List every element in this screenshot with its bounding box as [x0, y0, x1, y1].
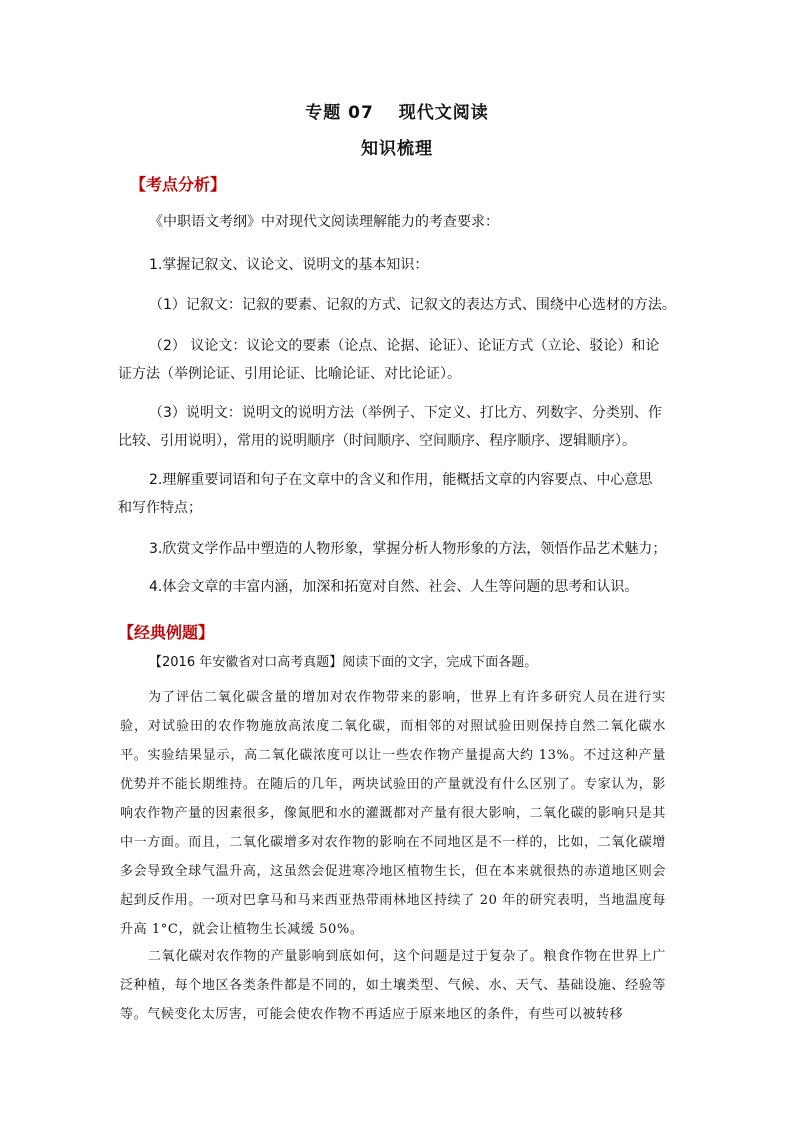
passage-paragraph-2: 二氧化碳对农作物的产量影响到底如何，这个问题是过于复杂了。粮食作物在世界上广泛种植，每个地区各类条件都是不同的，如土壤类型、气候、水、天气、基础设施、经验等等。气候变化太厉害，可能会使农作物不再适应于原来地区的条件，有些可以被转移 [120, 949, 666, 1022]
example-source: 【2016 年安徽省对口高考真题】阅读下面的文字，完成下面各题。 [149, 655, 538, 670]
passage-paragraph-1: 为了评估二氧化碳含量的增加对农作物带来的影响，世界上有许多研究人员在进行实验，对试验田的农作物施放高浓度二氧化碳，而相邻的对照试验田则保持自然二氧化碳水平。实验结果显示，高二氧化碳浓度可以让一些农作物产量提高大约 13%。不过这种产量优势并不能长期维持。在随后的几年，两块试验田的产量就没有什么区别了。专家认为，影响农作物产量的因素很多，像氮肥和水的灌溉都对产量有很大影响，二氧化碳的影响只是其中一方面。而且，二氧化碳增多对农作物的影响在不同地区是不一样的，比如，二氧化碳增多会导致全球气温升高，这虽然会促进寒冷地区植物生长，但在本来就很热的赤道地区则会起到反作用。一项对巴拿马和马来西亚热带雨林地区持续了 20 年的研究表明，当地温度每升高 1°C，就会让植物生长减缓 50%。 [120, 690, 666, 937]
section-heading-examples: 【经典例题】 [118, 623, 215, 642]
page-subtitle: 知识梳理 [361, 139, 433, 159]
analysis-intro: 《中职语文考纲》中对现代文阅读理解能力的考查要求： [149, 214, 499, 230]
page-title: 专题 07 现代文阅读 [305, 103, 489, 123]
analysis-item-4: 4.体会文章的丰富内涵，加深和拓宽对自然、社会、人生等问题的思考和认识。 [149, 579, 639, 595]
analysis-item-1c: （3）说明文：说明文的说明方法（举例子、下定义、打比方、列数字、分类别、作比较、引用说明），常用的说明顺序（时间顺序、空间顺序、程序顺序、逻辑顺序）。 [118, 405, 662, 449]
analysis-item-1: 1.掌握记叙文、议论文、说明文的基本知识： [149, 257, 429, 273]
analysis-item-2: 2.理解重要词语和句子在文章中的含义和作用，能概括文章的内容要点、中心意思和写作特点； [118, 472, 653, 516]
analysis-item-1b: （2） 议论文：议论文的要素（论点、论据、论证）、论证方式（立论、驳论）和论证方法（举例论证、引用论证、比喻论证、对比论证）。 [118, 338, 660, 382]
analysis-item-1a: （1）记叙文：记叙的要素、记叙的方式、记叙文的表达方式、围绕中心选材的方法。 [149, 297, 676, 313]
analysis-item-3: 3.欣赏文学作品中塑造的人物形象，掌握分析人物形象的方法，领悟作品艺术魅力； [149, 541, 667, 557]
section-heading-analysis: 【考点分析】 [130, 175, 227, 194]
